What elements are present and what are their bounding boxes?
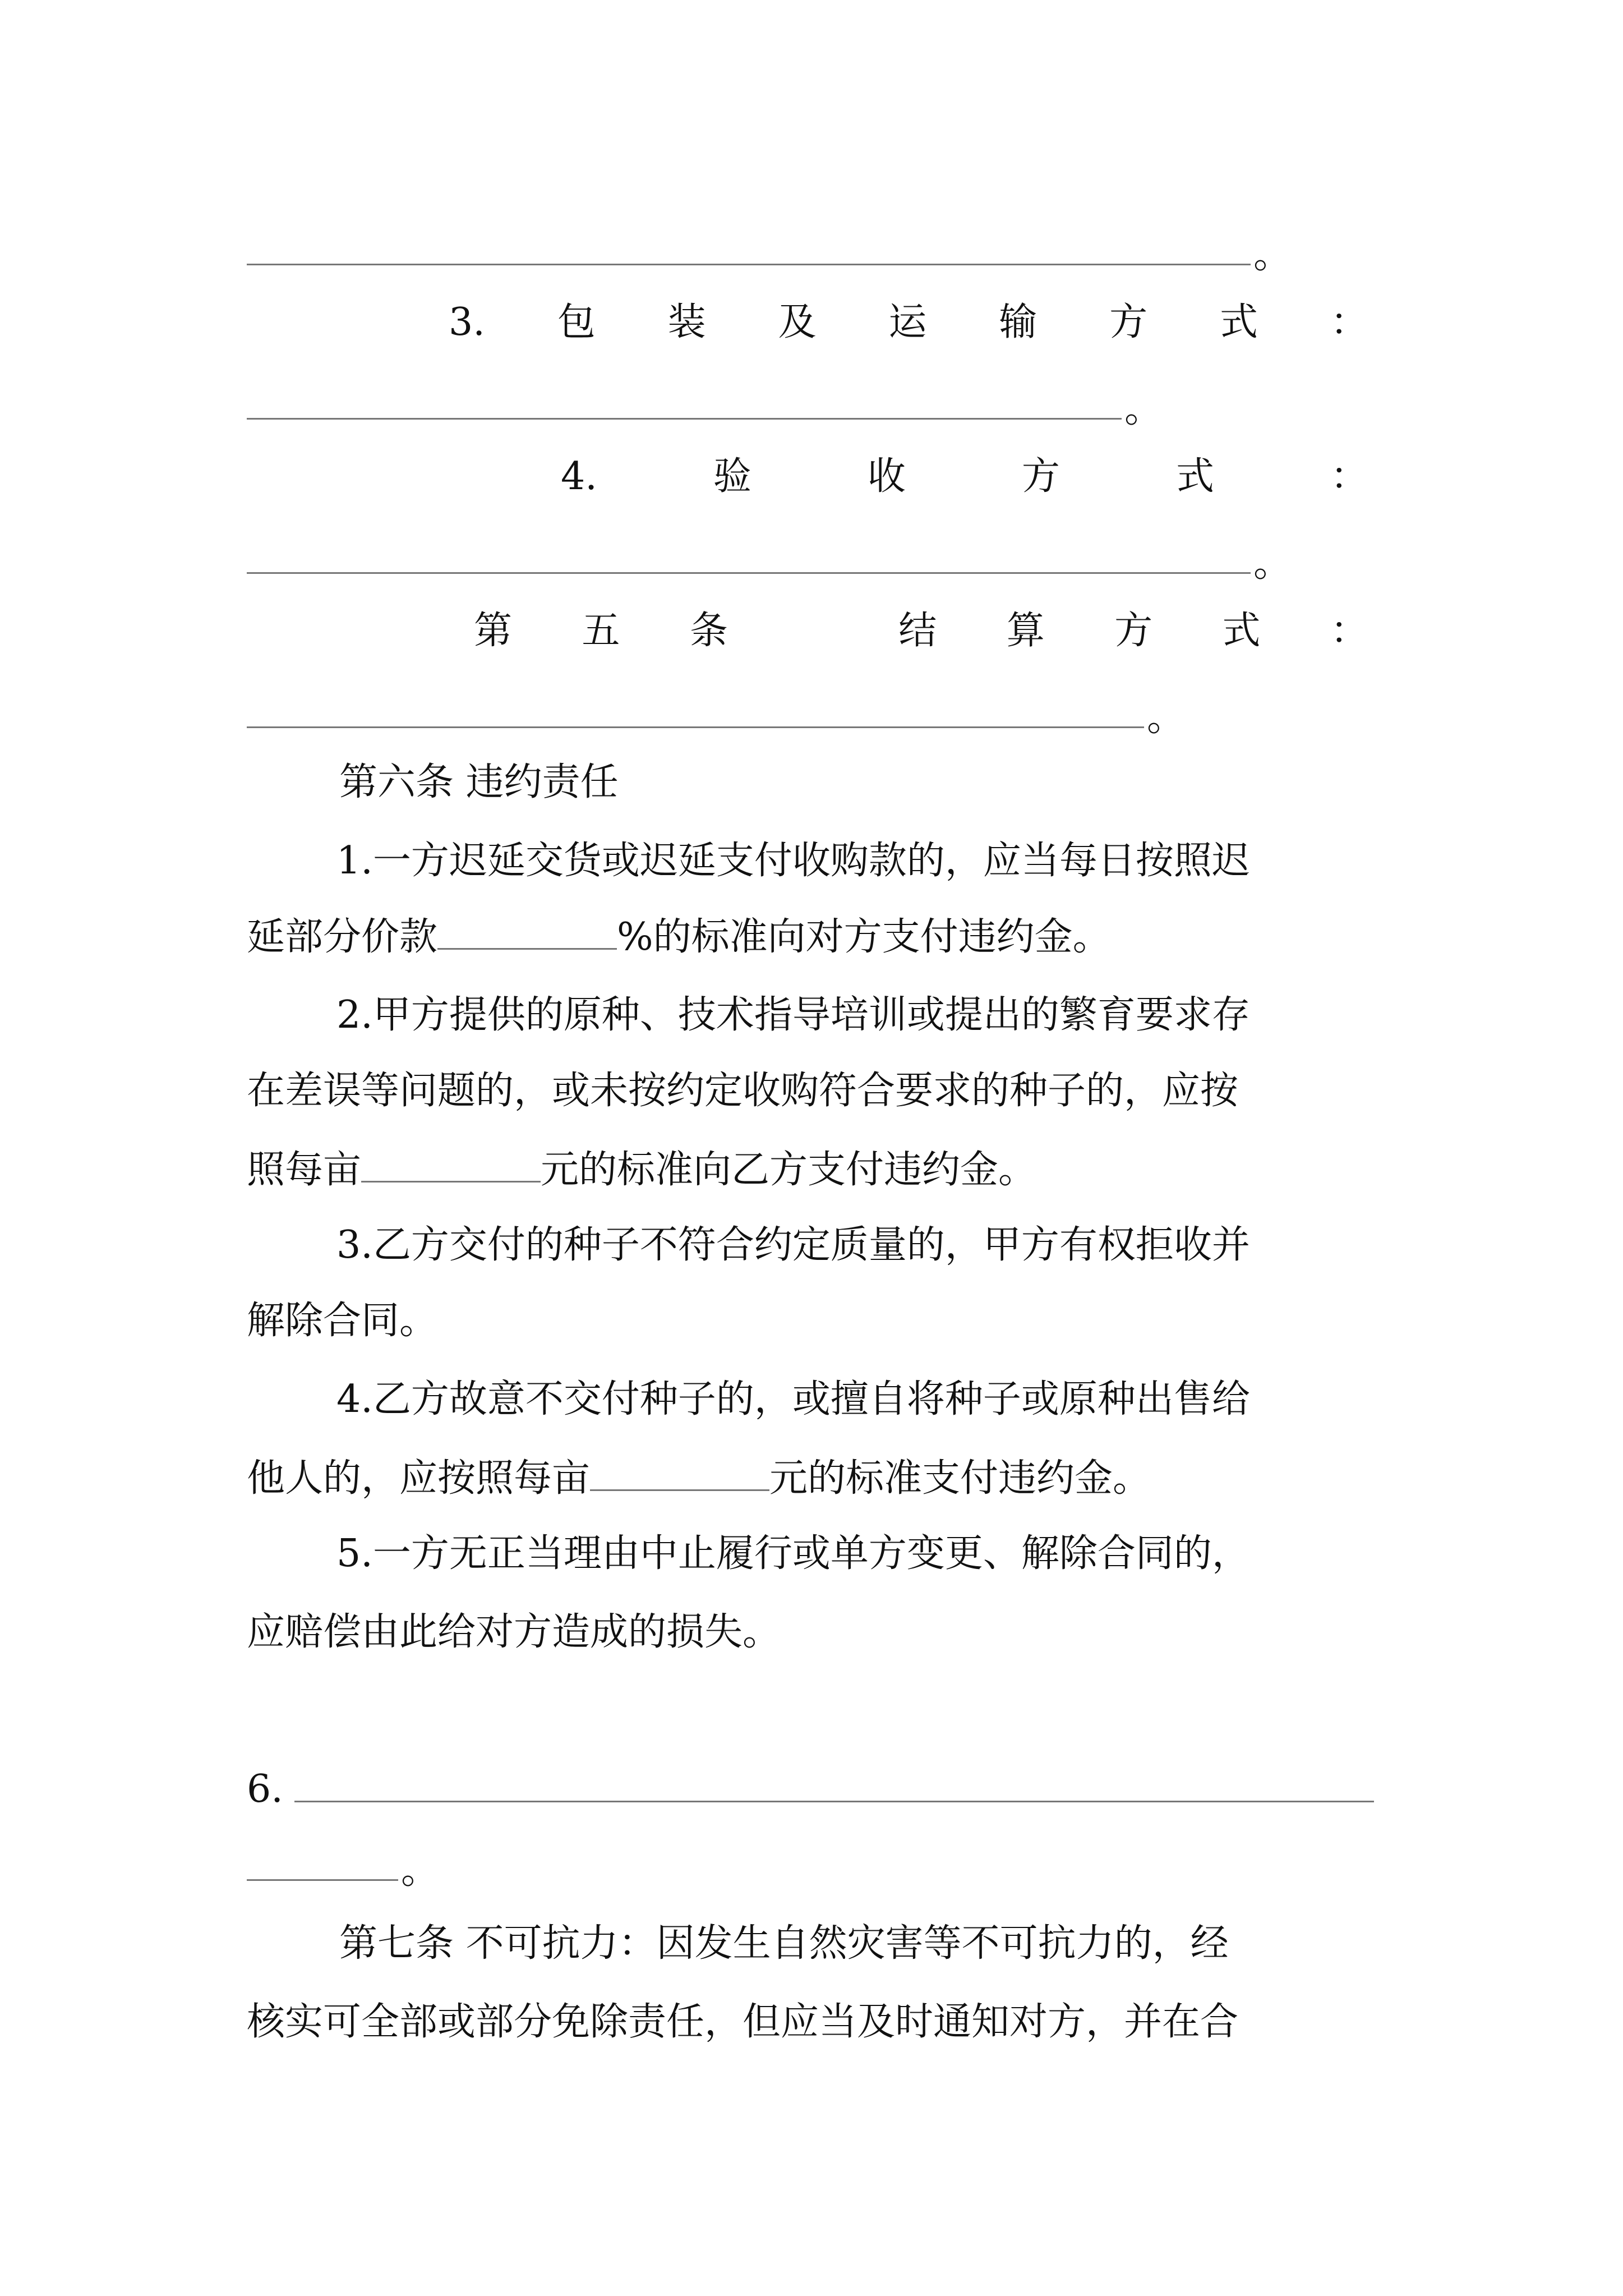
- fill-in-line[interactable]: [247, 418, 1122, 420]
- fill-in-line[interactable]: [247, 1879, 398, 1881]
- amount-blank[interactable]: [361, 1147, 541, 1182]
- paragraph-line: 3.乙方交付的种子不符合约定质量的，甲方有权拒收并: [336, 1223, 1250, 1267]
- item-4-heading: 4. 验 收 方 式 ：: [561, 454, 1368, 499]
- paragraph-line: 延部分价款 %的标准向对方支付违约金。: [247, 915, 1111, 959]
- paragraph-line: 他人的，应按照每亩 元的标准支付违约金。: [247, 1456, 1151, 1501]
- paragraph-line: 核实可全部或部分免除责任，但应当及时通知对方，并在合: [247, 2000, 1239, 2044]
- fill-in-line[interactable]: [247, 572, 1251, 574]
- period: 。: [1147, 696, 1186, 740]
- item-number: 6.: [247, 1767, 283, 1811]
- fill-in-line[interactable]: [247, 726, 1144, 728]
- period: 。: [401, 1848, 440, 1893]
- clause-5-heading: 第 五 条 结 算 方 式 ：: [474, 609, 1368, 653]
- period: 。: [1124, 387, 1163, 431]
- item-3-heading: 3. 包 装 及 运 输 方 式 ：: [449, 300, 1368, 344]
- period: 。: [1253, 233, 1292, 277]
- item-number: 4.: [561, 454, 597, 499]
- paragraph-line: 2.甲方提供的原种、技术指导培训或提出的繁育要求存: [336, 993, 1250, 1037]
- percent-blank[interactable]: [437, 914, 617, 950]
- fill-in-line[interactable]: [247, 264, 1251, 265]
- clause-7-line: 第七条 不可抗力：因发生自然灾害等不可抗力的，经: [339, 1921, 1229, 1966]
- paragraph-line: 解除合同。: [247, 1299, 438, 1343]
- paragraph-line: 照每亩 元的标准向乙方支付违约金。: [247, 1148, 1037, 1192]
- clause-6-heading: 第六条 违约责任: [339, 760, 619, 804]
- fill-in-line[interactable]: [294, 1801, 1374, 1802]
- paragraph-line: 1.一方迟延交货或迟延支付收购款的，应当每日按照迟: [336, 839, 1250, 883]
- item-number: 3.: [449, 300, 485, 344]
- amount-blank[interactable]: [590, 1456, 769, 1491]
- period: 。: [1253, 541, 1292, 586]
- paragraph-line: 5.一方无正当理由中止履行或单方变更、解除合同的，: [336, 1531, 1250, 1576]
- paragraph-line: 应赔偿由此给对方造成的损失。: [247, 1610, 781, 1654]
- paragraph-line: 在差误等问题的，或未按约定收购符合要求的种子的，应按: [247, 1069, 1239, 1113]
- paragraph-line: 4.乙方故意不交付种子的，或擅自将种子或原种出售给: [336, 1377, 1250, 1421]
